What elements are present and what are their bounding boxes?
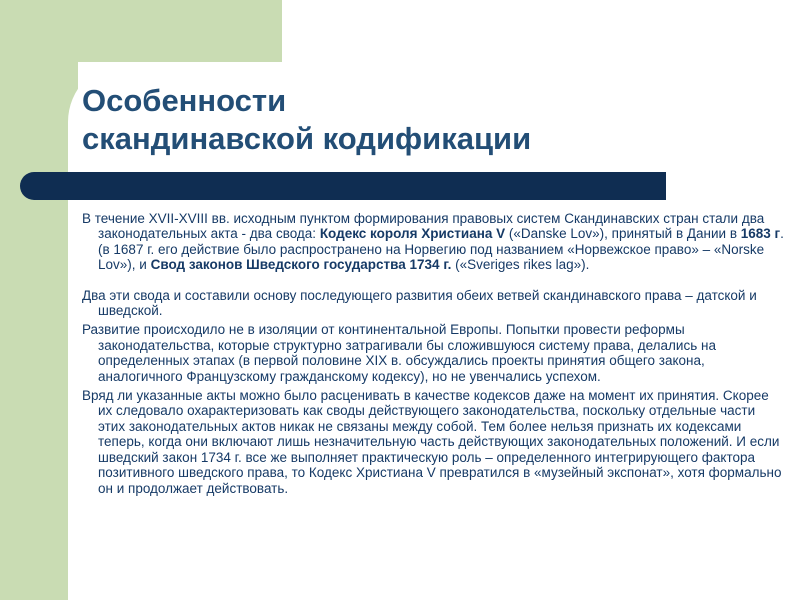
paragraph-2: Два эти свода и составили основу последующего развития обеих ветвей скандинавского права – датской и шведской. — [82, 287, 757, 319]
paragraph-3: Развитие происходило не в изоляции от континентальной Европы. Попытки провести реформы законодательства, которые структурно затрагивали бы сложившуюся систему права, делались на определенных этапах (в первой половине XIX в. обсуждались проекты принятия общего закона, аналогичного Французскому гражданскому кодексу), но не увенчались успехом. — [82, 322, 716, 384]
paragraph-4: Вряд ли указанные акты можно было расценивать в качестве кодексов даже на момент их принятия. Скорее их следовало охарактеризовать как своды действующего законодательства, поскольку отдельные части этих законодательных актов никак не связаны между собой. Тем более нельзя признать их кодексами теперь, когда они включают лишь незначительную часть действующих законодательных положений. И если шведский закон 1734 г. все же выполняет практическую роль – определенного интегрирующего фактора позитивного шведского права, то Кодекс Христиана V превратился в «музейный экспонат», хотя формально он и продолжает действовать. — [82, 388, 782, 496]
paragraph-1-text-1: В течение XVII-XVIII вв. исходным пунктом формирования правовых систем Скандинавских стран стали два законодательных акта - два свода: — [82, 211, 765, 242]
paragraph-1 — [82, 211, 784, 273]
paragraph-1-bold-1: Кодекс короля Христиана V — [319, 226, 506, 242]
slide-title — [82, 82, 682, 158]
decorative-top-panel — [78, 0, 282, 62]
decorative-side-panel — [0, 0, 78, 600]
paragraph-1-bold-2: 1683 г — [740, 226, 781, 242]
paragraph-1-bold-3: Свод законов Шведского государства 1734 г. — [150, 257, 452, 273]
paragraph-1-text-2: («Danske Lov»), принятый в Дании в — [505, 226, 741, 242]
slide-body — [82, 211, 784, 496]
paragraph-1-text-3: . (в 1687 г. его действие было распространено на Норвегию под названием «Норвежское право» – «Norske Lov»), и — [98, 226, 784, 273]
paragraph-1-text-4: («Sveriges rikes lag»). — [451, 257, 590, 273]
slide-title-line-1: Особенности — [82, 83, 287, 118]
slide-title-line-2: скандинавской кодификации — [82, 121, 532, 156]
decorative-title-bar — [20, 172, 666, 200]
